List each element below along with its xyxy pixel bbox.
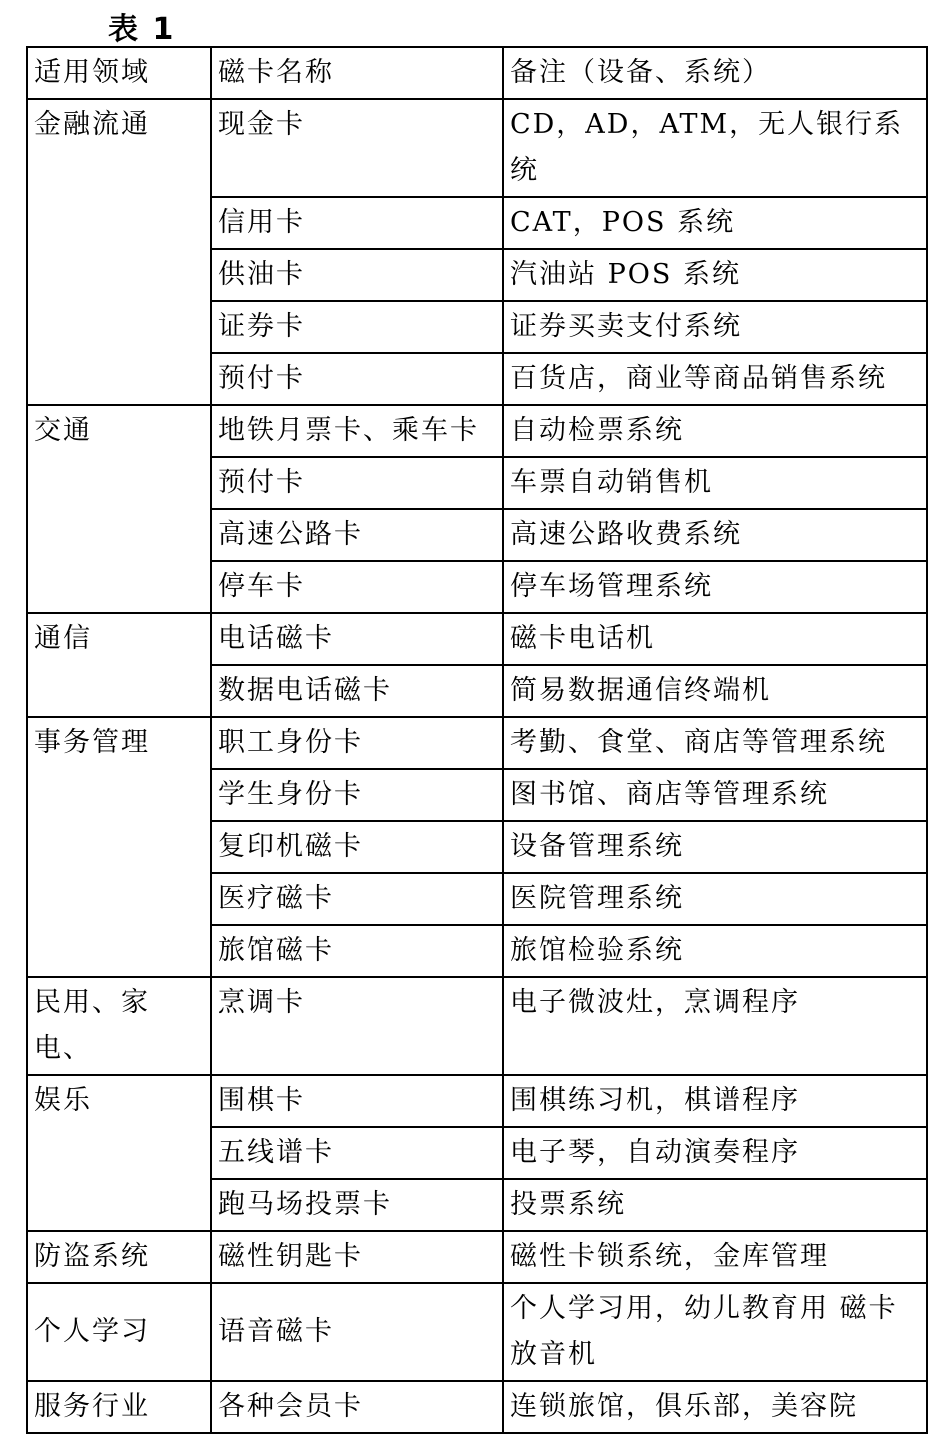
table-caption: 表 1: [108, 12, 176, 47]
domain-cell: 民用、家电、: [27, 977, 211, 1075]
table-row: [27, 1231, 927, 1283]
card-name-cell: 预付卡: [211, 457, 503, 509]
card-name-cell: 磁性钥匙卡: [211, 1231, 503, 1283]
card-name-cell: 围棋卡: [211, 1075, 503, 1127]
note-cell: 个人学习用，幼儿教育用 磁卡放音机: [503, 1283, 927, 1381]
note-cell: 设备管理系统: [503, 821, 927, 873]
domain-cell: 交通: [27, 405, 211, 613]
domain-cell: 防盗系统: [27, 1231, 211, 1283]
card-name-cell: 五线谱卡: [211, 1127, 503, 1179]
note-cell: 投票系统: [503, 1179, 927, 1231]
note-cell: 简易数据通信终端机: [503, 665, 927, 717]
table-body: [27, 47, 927, 1433]
header-domain: 适用领域: [27, 47, 211, 99]
card-name-cell: 学生身份卡: [211, 769, 503, 821]
card-name-cell: 烹调卡: [211, 977, 503, 1075]
note-cell: 磁性卡锁系统，金库管理: [503, 1231, 927, 1283]
card-name-cell: 跑马场投票卡: [211, 1179, 503, 1231]
note-cell: 汽油站 POS 系统: [503, 249, 927, 301]
card-name-cell: 地铁月票卡、乘车卡: [211, 405, 503, 457]
card-name-cell: 供油卡: [211, 249, 503, 301]
header-notes: 备注（设备、系统）: [503, 47, 927, 99]
note-cell: CD，AD，ATM，无人银行系统: [503, 99, 927, 197]
note-cell: 车票自动销售机: [503, 457, 927, 509]
card-name-cell: 信用卡: [211, 197, 503, 249]
header-row: [27, 47, 927, 99]
table-row: [27, 717, 927, 769]
table-row: [27, 405, 927, 457]
card-name-cell: 职工身份卡: [211, 717, 503, 769]
card-name-cell: 停车卡: [211, 561, 503, 613]
note-cell: 考勤、食堂、商店等管理系统: [503, 717, 927, 769]
domain-cell: 个人学习: [27, 1283, 211, 1381]
note-cell: 磁卡电话机: [503, 613, 927, 665]
table-row: [27, 1283, 927, 1381]
domain-cell: 服务行业: [27, 1381, 211, 1433]
note-cell: CAT，POS 系统: [503, 197, 927, 249]
card-name-cell: 预付卡: [211, 353, 503, 405]
table-row: [27, 1381, 927, 1433]
card-name-cell: 数据电话磁卡: [211, 665, 503, 717]
card-name-cell: 旅馆磁卡: [211, 925, 503, 977]
card-name-cell: 电话磁卡: [211, 613, 503, 665]
table-row: [27, 1075, 927, 1127]
table-row: [27, 613, 927, 665]
card-name-cell: 高速公路卡: [211, 509, 503, 561]
domain-cell: 通信: [27, 613, 211, 717]
table-row: [27, 99, 927, 197]
domain-cell: 事务管理: [27, 717, 211, 977]
note-cell: 高速公路收费系统: [503, 509, 927, 561]
card-application-table: [26, 46, 928, 1434]
domain-cell: 金融流通: [27, 99, 211, 405]
note-cell: 电子琴，自动演奏程序: [503, 1127, 927, 1179]
note-cell: 旅馆检验系统: [503, 925, 927, 977]
note-cell: 证券买卖支付系统: [503, 301, 927, 353]
card-name-cell: 复印机磁卡: [211, 821, 503, 873]
note-cell: 电子微波灶，烹调程序: [503, 977, 927, 1075]
note-cell: 停车场管理系统: [503, 561, 927, 613]
table-row: [27, 977, 927, 1075]
note-cell: 百货店，商业等商品销售系统: [503, 353, 927, 405]
header-card-name: 磁卡名称: [211, 47, 503, 99]
card-name-cell: 现金卡: [211, 99, 503, 197]
card-name-cell: 各种会员卡: [211, 1381, 503, 1433]
note-cell: 图书馆、商店等管理系统: [503, 769, 927, 821]
domain-cell: 娱乐: [27, 1075, 211, 1231]
note-cell: 自动检票系统: [503, 405, 927, 457]
card-name-cell: 证券卡: [211, 301, 503, 353]
note-cell: 连锁旅馆，俱乐部，美容院: [503, 1381, 927, 1433]
note-cell: 医院管理系统: [503, 873, 927, 925]
card-name-cell: 语音磁卡: [211, 1283, 503, 1381]
note-cell: 围棋练习机，棋谱程序: [503, 1075, 927, 1127]
card-name-cell: 医疗磁卡: [211, 873, 503, 925]
